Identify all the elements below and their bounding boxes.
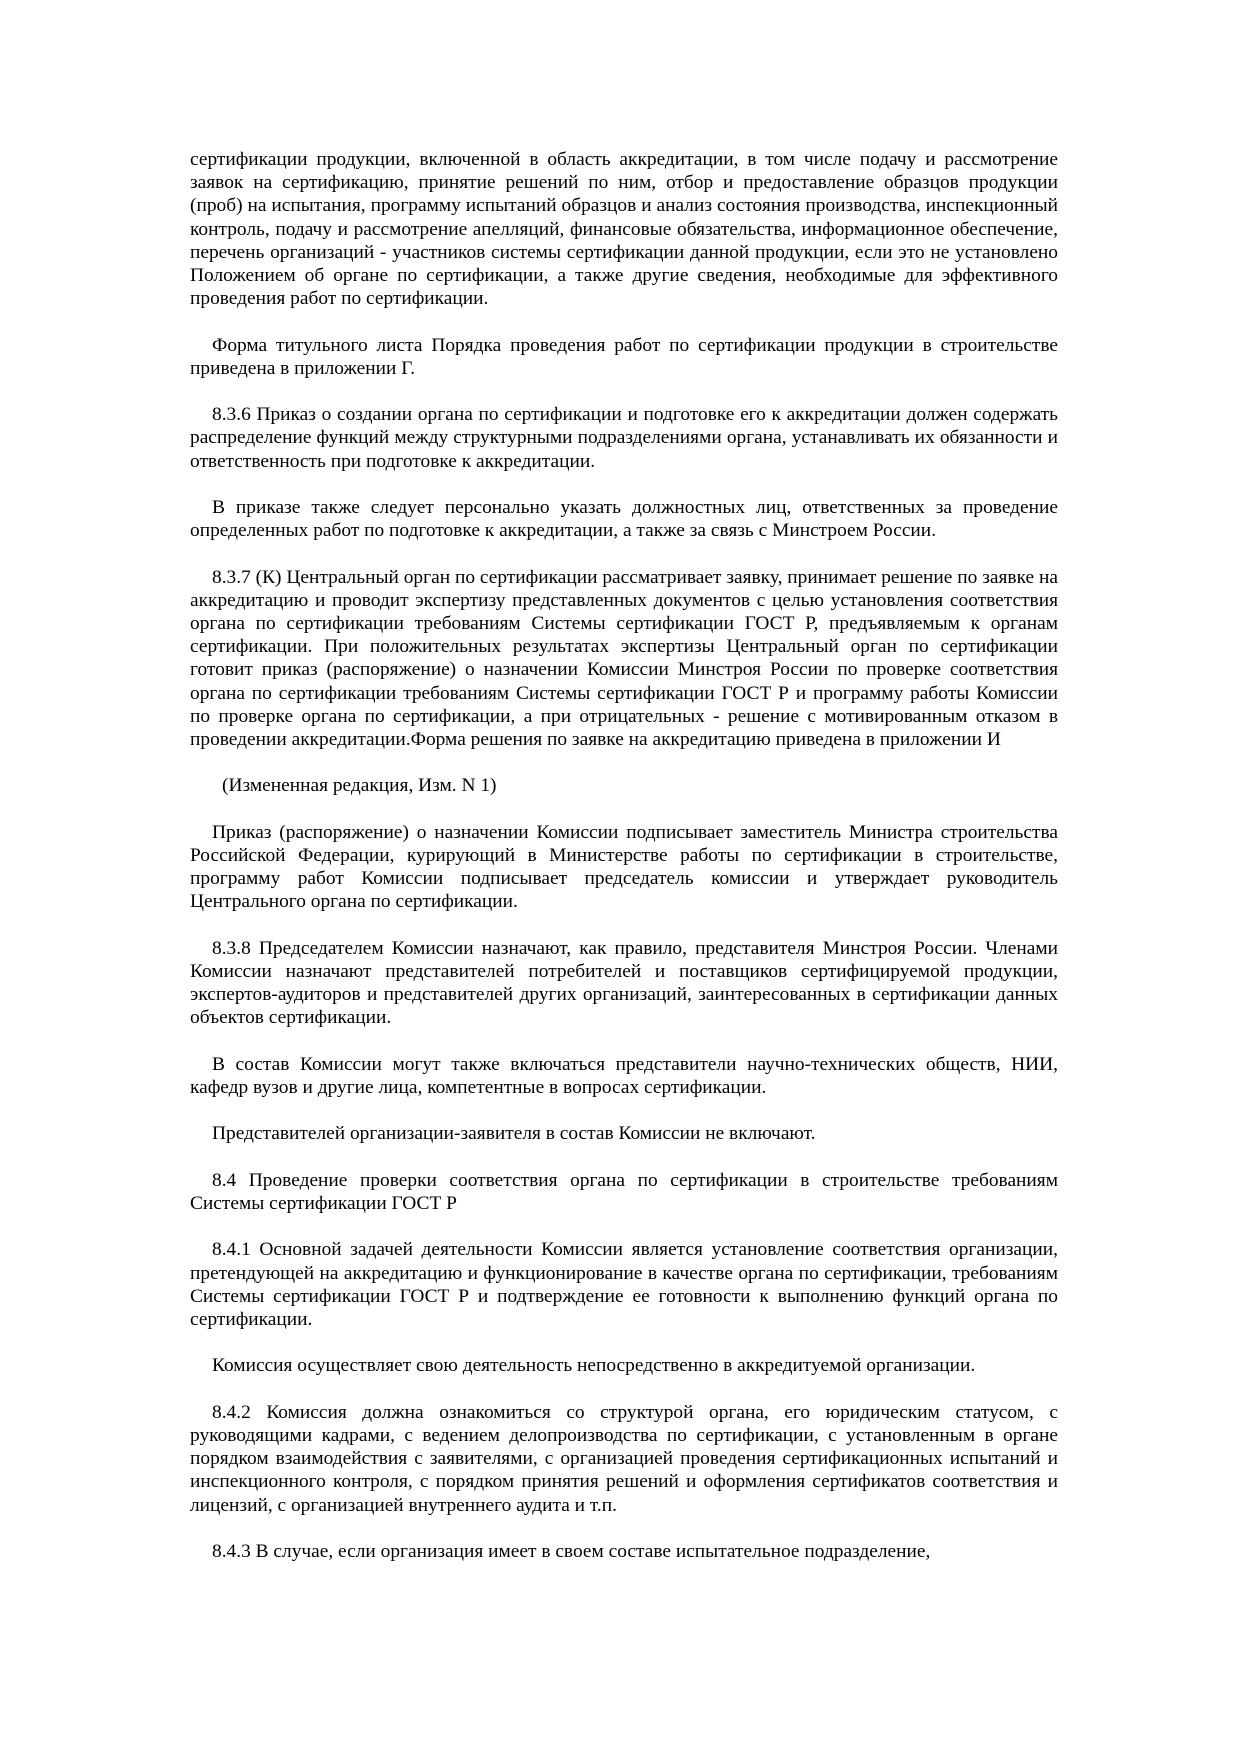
paragraph-certification-scope: сертификации продукции, включенной в область аккредитации, в том числе подачу и рассмотрение заявок на сертификацию, принятие решений по ним, отбор и предоставление образцов продукции (проб) на испытания, программу испытаний образцов и анализ состояния производства, инспекционный контроль, подачу и рассмотрение апелляций, финансовые обязательства, информационное обеспечение, перечень организаций - участников системы сертификации данной продукции, если это не установлено Положением об органе по сертификации, а также другие сведения, необходимые для эффективного проведения работ по сертификации. xyxy=(190,149,1058,310)
paragraph-responsible-persons: В приказе также следует персонально указать должностных лиц, ответственных за проведение определенных работ по подготовке к аккредитации, а также за связь с Минстроем России. xyxy=(190,497,1058,542)
paragraph-amendment-note: (Измененная редакция, Изм. N 1) xyxy=(222,775,497,797)
paragraph-8-3-6: 8.3.6 Приказ о создании органа по сертификации и подготовке его к аккредитации должен содержать распределение функций между структурными подразделениями органа, устанавливать их обязанности и ответственность при подготовке к аккредитации. xyxy=(190,404,1058,472)
paragraph-order-signing: Приказ (распоряжение) о назначении Комиссии подписывает заместитель Министра строительства Российской Федерации, курирующий в Министерстве работы по сертификации в строительстве, программу работ Комиссии подписывает председатель комиссии и утверждает руководитель Центрального органа по сертификации. xyxy=(190,821,1058,913)
paragraph-8-4-3: 8.4.3 В случае, если организация имеет в своем составе испытательное подразделение, xyxy=(212,1540,931,1562)
paragraph-applicant-exclusion: Представителей организации-заявителя в состав Комиссии не включают. xyxy=(212,1123,816,1145)
paragraph-8-3-8: 8.3.8 Председателем Комиссии назначают, как правило, представителя Минстроя России. Членами Комиссии назначают представителей потребителей и поставщиков сертифицируемой продукции, экспертов-аудиторов и представителей других организаций, заинтересованных в сертификации данных объектов сертификации. xyxy=(190,937,1058,1029)
paragraph-commission-composition: В состав Комиссии могут также включаться представители научно-технических обществ, НИИ, кафедр вузов и другие лица, компетентные в вопросах сертификации. xyxy=(190,1053,1058,1098)
paragraph-title-form: Форма титульного листа Порядка проведения работ по сертификации продукции в строительстве приведена в приложении Г. xyxy=(190,334,1058,379)
paragraph-8-4-2: 8.4.2 Комиссия должна ознакомиться со структурой органа, его юридическим статусом, с руководящими кадрами, с ведением делопроизводства по сертификации, с установленным в органе порядком взаимодействия с заявителями, с организацией проведения сертификационных испытаний и инспекционного контроля, с порядком принятия решений и оформления сертификатов соответствия и лицензий, с организацией внутреннего аудита и т.п. xyxy=(190,1401,1058,1516)
paragraph-8-4: 8.4 Проведение проверки соответствия органа по сертификации в строительстве требованиям Системы сертификации ГОСТ Р xyxy=(190,1169,1058,1214)
paragraph-8-3-7: 8.3.7 (К) Центральный орган по сертификации рассматривает заявку, принимает решение по заявке на аккредитацию и проводит экспертизу представленных документов с целью установления соответствия органа по сертификации требованиям Системы сертификации ГОСТ Р, предъявляемым к органам сертификации. При положительных результатах экспертизы Центральный орган по сертификации готовит приказ (распоряжение) о назначении Комиссии Минстроя России по проверке соответствия органа по сертификации требованиям Системы сертификации ГОСТ Р и программу работы Комиссии по проверке органа по сертификации, а при отрицательных - решение с мотивированным отказом в проведении аккредитации.Форма решения по заявке на аккредитацию приведена в приложении И xyxy=(190,566,1058,751)
paragraph-commission-location: Комиссия осуществляет свою деятельность непосредственно в аккредитуемой организации. xyxy=(212,1355,976,1377)
paragraph-8-4-1: 8.4.1 Основной задачей деятельности Комиссии является установление соответствия организации, претендующей на аккредитацию и функционирование в качестве органа по сертификации, требованиям Системы сертификации ГОСТ Р и подтверждение ее готовности к выполнению функций органа по сертификации. xyxy=(190,1239,1058,1330)
document-page xyxy=(190,148,1058,1586)
